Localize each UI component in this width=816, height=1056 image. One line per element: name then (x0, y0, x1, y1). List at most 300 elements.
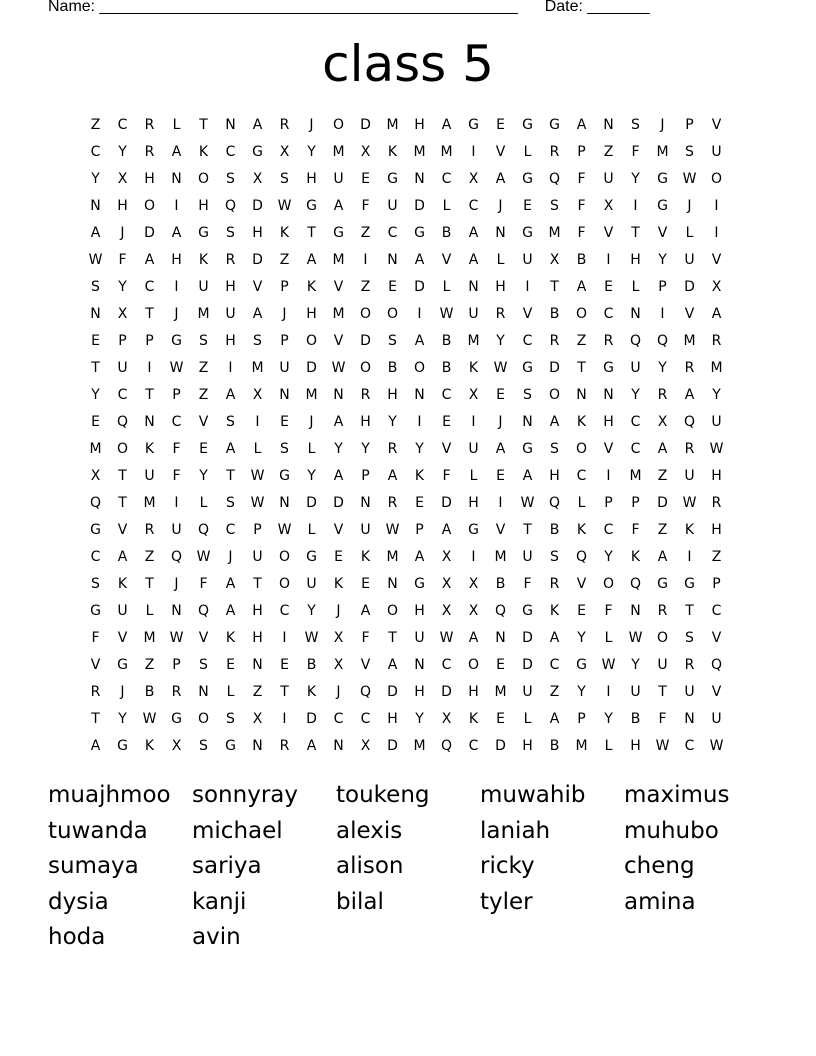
grid-letter: P (658, 279, 667, 295)
grid-letter: U (279, 360, 290, 376)
grid-letter: J (687, 198, 692, 214)
grid-letter: B (549, 522, 560, 538)
grid-letter: K (144, 441, 155, 457)
grid-letter: M (386, 117, 399, 133)
grid-letter: Z (657, 468, 668, 484)
grid-letter: A (144, 252, 155, 268)
grid-letter: D (549, 360, 560, 376)
grid-letter: L (145, 603, 154, 619)
grid-letter: F (199, 576, 208, 592)
grid-letter: G (252, 144, 263, 160)
grid-letter: Z (549, 684, 560, 700)
grid-letter: G (657, 171, 668, 187)
grid-letter: K (306, 279, 317, 295)
grid-letter: A (495, 171, 506, 187)
word-list-item: sonnyray (192, 782, 298, 808)
grid-letter: I (660, 306, 665, 322)
grid-letter: A (522, 468, 533, 484)
grid-letter: V (684, 306, 695, 322)
grid-letter: C (279, 603, 290, 619)
grid-letter: V (90, 657, 101, 673)
grid-letter: B (306, 657, 317, 673)
word-list-item: alexis (336, 817, 403, 844)
grid-letter: L (253, 441, 262, 457)
grid-letter: H (630, 738, 641, 754)
grid-row (82, 247, 730, 274)
word-list-item: muajhmoo (48, 782, 171, 808)
grid-letter: W (655, 738, 670, 754)
grid-row (82, 733, 730, 760)
grid-letter: C (522, 333, 533, 349)
grid-letter: X (549, 252, 560, 268)
grid-letter: Q (629, 333, 642, 349)
grid-letter: N (90, 306, 101, 322)
grid-letter: O (386, 603, 399, 619)
grid-letter: H (252, 603, 263, 619)
word-list-item: dysia (48, 888, 109, 915)
grid-letter: X (441, 576, 452, 592)
grid-letter: Q (575, 549, 588, 565)
grid-letter: S (550, 441, 559, 457)
grid-letter: N (468, 279, 479, 295)
grid-letter: I (714, 198, 719, 214)
grid-letter: W (169, 630, 184, 646)
grid-letter: P (253, 522, 262, 538)
word-list-item: sumaya (48, 853, 139, 879)
grid-letter: V (441, 252, 452, 268)
grid-letter: T (145, 387, 154, 403)
grid-letter: M (332, 252, 345, 268)
word-list-item: kanji (192, 888, 247, 915)
grid-letter: J (309, 117, 314, 133)
grid-letter: F (361, 630, 370, 646)
grid-letter: P (280, 333, 289, 349)
grid-letter: T (658, 684, 667, 700)
grid-letter: M (575, 738, 588, 754)
grid-letter: S (253, 333, 262, 349)
grid-letter: N (603, 387, 614, 403)
grid-letter: W (601, 657, 616, 673)
grid-letter: S (280, 441, 289, 457)
grid-letter: O (602, 576, 615, 592)
grid-letter: T (280, 684, 289, 700)
grid-letter: R (549, 144, 560, 160)
grid-letter: R (603, 333, 614, 349)
grid-letter: U (603, 171, 614, 187)
grid-letter: F (172, 441, 181, 457)
grid-letter: D (495, 738, 506, 754)
grid-letter: C (684, 738, 695, 754)
grid-letter: A (549, 414, 560, 430)
grid-letter: F (658, 711, 667, 727)
grid-letter: Z (252, 684, 263, 700)
grid-letter: T (145, 576, 154, 592)
grid-letter: T (91, 360, 100, 376)
grid-letter: X (441, 549, 452, 565)
grid-letter: T (577, 360, 586, 376)
grid-letter: N (684, 711, 695, 727)
grid-letter: D (387, 684, 398, 700)
grid-row (82, 193, 730, 220)
grid-letter: C (576, 468, 587, 484)
grid-letter: H (603, 414, 614, 430)
grid-letter: Y (631, 171, 640, 187)
grid-letter: N (225, 117, 236, 133)
grid-letter: D (522, 630, 533, 646)
grid-letter: K (198, 144, 209, 160)
grid-letter: A (306, 252, 317, 268)
grid-letter: N (387, 576, 398, 592)
grid-letter: U (711, 711, 722, 727)
grid-letter: N (387, 252, 398, 268)
grid-letter: G (657, 576, 668, 592)
grid-letter: N (414, 387, 425, 403)
name-field-label: Name: _______________________________________________ (48, 0, 518, 15)
grid-letter: X (360, 738, 371, 754)
grid-letter: Z (144, 549, 155, 565)
grid-letter: U (144, 468, 155, 484)
grid-letter: R (144, 522, 155, 538)
grid-letter: N (279, 387, 290, 403)
grid-letter: B (549, 306, 560, 322)
grid-letter: E (496, 117, 505, 133)
grid-letter: W (277, 522, 292, 538)
grid-letter: F (361, 198, 370, 214)
grid-letter: U (711, 144, 722, 160)
grid-letter: P (604, 495, 613, 511)
grid-letter: P (577, 711, 586, 727)
grid-letter: Z (360, 225, 371, 241)
grid-letter: A (117, 549, 128, 565)
grid-row (82, 274, 730, 301)
grid-letter: I (255, 414, 260, 430)
grid-row (82, 544, 730, 571)
grid-letter: Z (198, 387, 209, 403)
grid-letter: H (414, 603, 425, 619)
grid-letter: W (331, 360, 346, 376)
grid-letter: G (522, 171, 533, 187)
grid-letter: D (657, 495, 668, 511)
grid-letter: G (468, 522, 479, 538)
grid-letter: B (495, 576, 506, 592)
grid-letter: N (603, 117, 614, 133)
grid-letter: T (307, 225, 316, 241)
grid-letter: C (711, 603, 722, 619)
grid-letter: D (144, 225, 155, 241)
grid-letter: A (657, 441, 668, 457)
grid-letter: P (172, 657, 181, 673)
grid-letter: J (120, 684, 125, 700)
page-title: class 5 (322, 35, 494, 93)
grid-letter: A (360, 603, 371, 619)
grid-letter: U (684, 684, 695, 700)
grid-letter: X (117, 306, 128, 322)
grid-letter: D (360, 333, 371, 349)
grid-letter: I (606, 684, 611, 700)
grid-letter: G (117, 738, 128, 754)
grid-letter: Q (170, 549, 183, 565)
grid-letter: R (711, 333, 722, 349)
grid-row (82, 652, 730, 679)
grid-letter: W (439, 306, 454, 322)
grid-letter: J (174, 306, 179, 322)
grid-letter: E (442, 414, 451, 430)
grid-row (82, 301, 730, 328)
grid-letter: B (144, 684, 155, 700)
grid-letter: J (120, 225, 125, 241)
word-list-item: ricky (480, 853, 535, 879)
grid-letter: N (576, 387, 587, 403)
grid-letter: T (388, 630, 397, 646)
grid-letter: G (198, 225, 209, 241)
grid-letter: P (361, 468, 370, 484)
grid-row (82, 598, 730, 625)
grid-letter: Z (576, 333, 587, 349)
grid-letter: H (225, 279, 236, 295)
grid-letter: O (359, 306, 372, 322)
grid-letter: E (496, 657, 505, 673)
grid-letter: M (656, 144, 669, 160)
grid-letter: A (441, 522, 452, 538)
grid-letter: M (710, 360, 723, 376)
grid-letter: Y (577, 630, 586, 646)
grid-letter: M (467, 333, 480, 349)
grid-letter: R (495, 306, 506, 322)
grid-letter: G (306, 198, 317, 214)
grid-letter: L (577, 495, 586, 511)
grid-letter: K (279, 225, 290, 241)
grid-letter: S (550, 198, 559, 214)
grid-letter: L (226, 684, 235, 700)
grid-letter: P (685, 117, 694, 133)
grid-letter: G (225, 738, 236, 754)
grid-letter: M (413, 738, 426, 754)
grid-letter: K (549, 603, 560, 619)
grid-letter: I (147, 360, 152, 376)
grid-letter: X (468, 576, 479, 592)
grid-letter: N (144, 414, 155, 430)
grid-letter: H (630, 252, 641, 268)
grid-letter: H (252, 630, 263, 646)
grid-letter: P (145, 333, 154, 349)
grid-letter: V (333, 279, 344, 295)
grid-letter: J (336, 684, 341, 700)
grid-letter: J (282, 306, 287, 322)
grid-letter: S (685, 144, 694, 160)
word-list-item: cheng (624, 853, 695, 879)
grid-letter: I (228, 360, 233, 376)
grid-letter: A (468, 630, 479, 646)
grid-letter: Y (496, 333, 505, 349)
grid-letter: G (522, 603, 533, 619)
grid-letter: W (169, 360, 184, 376)
grid-letter: G (306, 549, 317, 565)
grid-letter: X (603, 198, 614, 214)
grid-letter: A (414, 549, 425, 565)
grid-letter: T (199, 117, 208, 133)
grid-letter: O (467, 657, 480, 673)
grid-letter: S (199, 333, 208, 349)
grid-letter: C (387, 225, 398, 241)
grid-letter: A (306, 738, 317, 754)
grid-letter: E (334, 549, 343, 565)
grid-row (82, 571, 730, 598)
grid-row (82, 517, 730, 544)
grid-row (82, 382, 730, 409)
grid-letter: S (91, 576, 100, 592)
grid-letter: R (549, 333, 560, 349)
grid-letter: F (172, 468, 181, 484)
grid-letter: U (684, 468, 695, 484)
grid-letter: Z (657, 522, 668, 538)
grid-letter: C (90, 144, 101, 160)
grid-letter: M (548, 225, 561, 241)
grid-letter: I (606, 252, 611, 268)
grid-letter: M (89, 441, 102, 457)
grid-letter: Z (603, 144, 614, 160)
grid-letter: G (90, 522, 101, 538)
grid-letter: D (252, 198, 263, 214)
grid-letter: V (495, 522, 506, 538)
date-field-label: Date: _______ (544, 0, 650, 15)
grid-letter: K (684, 522, 695, 538)
grid-letter: G (522, 441, 533, 457)
grid-letter: N (630, 306, 641, 322)
grid-letter: V (360, 657, 371, 673)
grid-letter: J (228, 549, 233, 565)
grid-letter: V (657, 225, 668, 241)
grid-letter: Y (388, 414, 397, 430)
grid-letter: V (711, 117, 722, 133)
grid-letter: D (333, 495, 344, 511)
grid-row (82, 355, 730, 382)
grid-letter: E (388, 279, 397, 295)
grid-letter: S (226, 711, 235, 727)
grid-letter: O (197, 711, 210, 727)
grid-letter: Q (89, 495, 102, 511)
grid-letter: V (711, 630, 722, 646)
grid-letter: Y (415, 441, 424, 457)
grid-letter: P (415, 522, 424, 538)
grid-letter: U (522, 549, 533, 565)
grid-letter: W (682, 495, 697, 511)
grid-letter: I (498, 495, 503, 511)
grid-letter: D (684, 279, 695, 295)
grid-letter: U (360, 522, 371, 538)
grid-letter: K (198, 252, 209, 268)
grid-letter: D (252, 252, 263, 268)
grid-row (82, 409, 730, 436)
grid-letter: L (307, 522, 316, 538)
grid-row (82, 139, 730, 166)
grid-letter: G (414, 225, 425, 241)
word-list-item: bilal (336, 888, 384, 915)
grid-letter: V (198, 414, 209, 430)
grid-letter: H (117, 198, 128, 214)
grid-letter: B (441, 360, 452, 376)
grid-letter: J (498, 414, 503, 430)
grid-letter: B (630, 711, 641, 727)
grid-letter: X (252, 711, 263, 727)
grid-row (82, 625, 730, 652)
grid-letter: M (143, 495, 156, 511)
grid-letter: F (631, 522, 640, 538)
grid-letter: X (171, 738, 182, 754)
grid-letter: R (360, 387, 371, 403)
word-list-item: sariya (192, 853, 262, 879)
grid-letter: Q (224, 198, 237, 214)
grid-letter: I (633, 198, 638, 214)
grid-letter: U (387, 198, 398, 214)
grid-letter: X (333, 657, 344, 673)
grid-letter: W (709, 441, 724, 457)
grid-letter: Y (361, 441, 370, 457)
word-list-item: maximus (624, 782, 730, 808)
grid-letter: U (630, 360, 641, 376)
grid-letter: I (687, 549, 692, 565)
grid-letter: X (117, 171, 128, 187)
grid-letter: F (523, 576, 532, 592)
grid-letter: H (711, 522, 722, 538)
grid-row (82, 490, 730, 517)
grid-letter: I (282, 630, 287, 646)
grid-letter: E (199, 441, 208, 457)
grid-letter: T (523, 522, 532, 538)
grid-letter: X (657, 414, 668, 430)
grid-letter: H (522, 738, 533, 754)
grid-letter: C (630, 441, 641, 457)
grid-letter: U (684, 252, 695, 268)
grid-letter: C (90, 549, 101, 565)
word-list-item: tyler (480, 888, 533, 915)
grid-letter: P (712, 576, 721, 592)
grid-letter: U (657, 657, 668, 673)
grid-letter: Q (683, 414, 696, 430)
grid-letter: X (333, 630, 344, 646)
grid-letter: G (117, 657, 128, 673)
grid-letter: G (576, 657, 587, 673)
word-list-item: amina (624, 888, 696, 915)
grid-letter: X (468, 387, 479, 403)
grid-letter: X (441, 711, 452, 727)
grid-letter: V (333, 333, 344, 349)
grid-letter: S (226, 414, 235, 430)
grid-letter: N (252, 738, 263, 754)
grid-letter: V (603, 225, 614, 241)
grid-letter: K (333, 576, 344, 592)
grid-letter: K (306, 684, 317, 700)
grid-letter: D (414, 279, 425, 295)
grid-letter: L (604, 738, 613, 754)
grid-letter: Q (359, 684, 372, 700)
grid-letter: N (90, 198, 101, 214)
grid-row (82, 436, 730, 463)
grid-letter: M (629, 468, 642, 484)
grid-letter: A (711, 306, 722, 322)
grid-letter: H (711, 468, 722, 484)
grid-letter: W (304, 630, 319, 646)
word-list-item: avin (192, 924, 241, 950)
grid-letter: J (309, 414, 314, 430)
grid-letter: X (252, 171, 263, 187)
grid-letter: U (252, 549, 263, 565)
grid-letter: D (387, 738, 398, 754)
grid-letter: H (549, 468, 560, 484)
grid-letter: O (278, 576, 291, 592)
grid-letter: M (440, 144, 453, 160)
grid-letter: I (174, 198, 179, 214)
grid-letter: L (496, 252, 505, 268)
